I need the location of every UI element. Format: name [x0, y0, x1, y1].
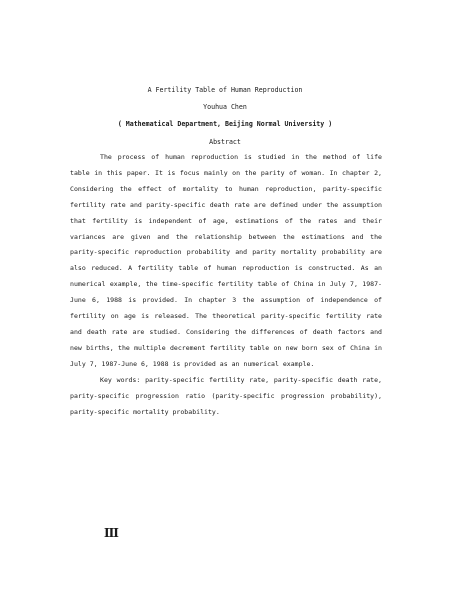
- affiliation: ( Mathematical Department, Beijing Normal University ): [117, 120, 333, 128]
- keywords: Key words: parity-specific fertility rate, parity-specific death rate, parity-specific progression ratio (parity-specific progression probability), parity-specific mortality probability.: [70, 375, 382, 416]
- abstract-body: [70, 150, 382, 420]
- author-name: Youhua Chen: [203, 103, 247, 111]
- paper-title: A Fertility Table of Human Reproduction: [147, 86, 303, 94]
- page-number: III: [104, 526, 118, 540]
- abstract-paragraph: The process of human reproduction is studied in the method of life table in this paper. It is focus mainly on the parity of woman. In chapter 2, Considering the effect of mortality to human reproduction, parity-specific fertility rate and parity-specific death rate are defined under the assumption that fertility is independent of age, estimations of the rates and their variances are given and the relationship between the estimations and the parity-specific reproduction probability and parity mortality probability are also reduced. A fertility table of human reproduction is constructed. As an numerical example, the time-specific fertility table of China in July 7, 1987-June 6, 1988 is provided. In chapter 3 the assumption of independence of fertility on age is released. The theoretical parity-specific fertility rate and death rate are studied. Considering the differences of death factors and new births, the multiple decrement fertility table on new born sex of China in July 7, 1987-June 6, 1988 is provided as an numerical example.: [70, 153, 382, 368]
- abstract-heading: Abstract: [209, 138, 241, 146]
